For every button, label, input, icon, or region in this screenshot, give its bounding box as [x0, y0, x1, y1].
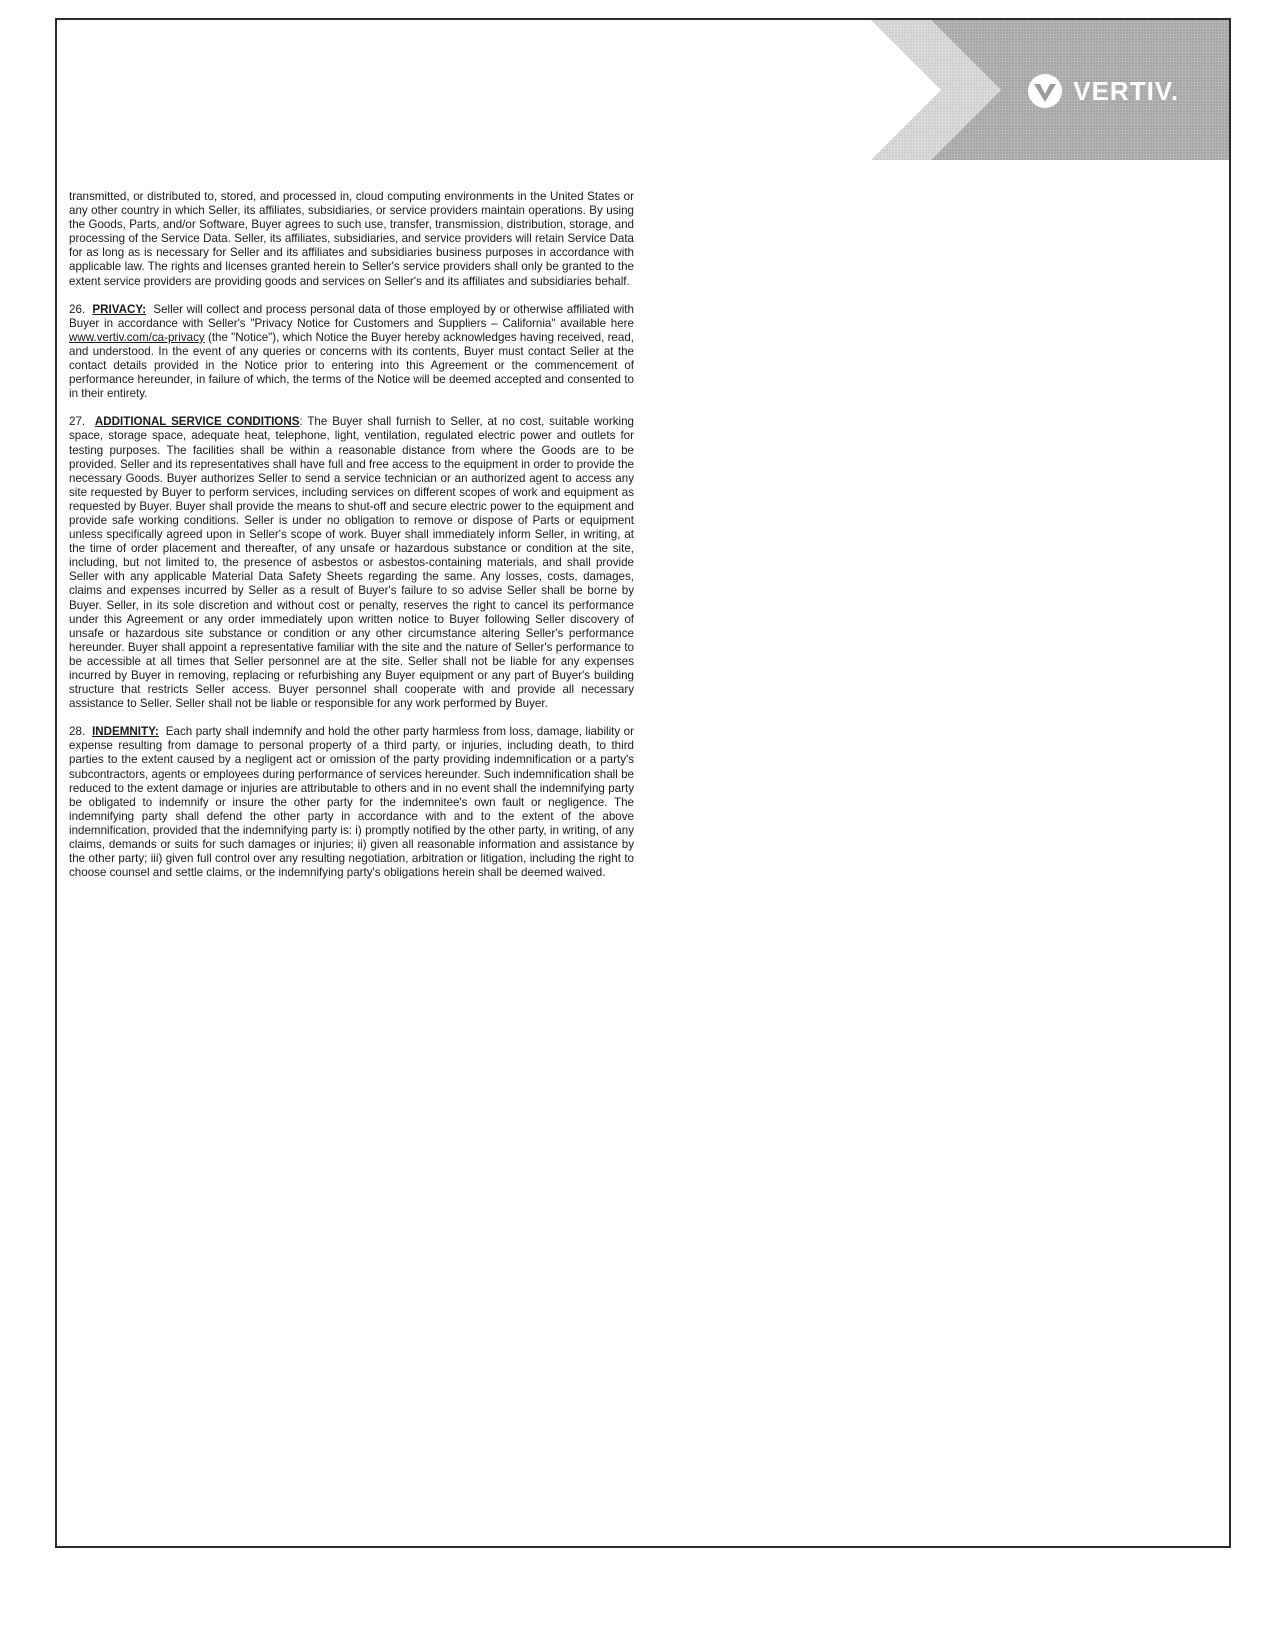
section-title: ADDITIONAL SERVICE CONDITIONS [94, 415, 300, 429]
section-number: 26. [69, 302, 86, 316]
section-text: Seller will collect and process personal data of those employed by or otherwise affiliated with Buyer in accordance with Seller's "Privacy Notice for Customers and Suppliers – California" available here [69, 302, 634, 330]
document-page [55, 18, 1231, 1548]
section-title: INDEMNITY: [92, 725, 159, 739]
header-banner [871, 20, 1229, 160]
terms-body [69, 190, 634, 894]
section-title: PRIVACY: [92, 302, 147, 316]
vertiv-logo-icon [1026, 72, 1064, 110]
privacy-notice-link[interactable]: www.vertiv.com/ca-privacy [69, 330, 205, 344]
section-text: : The Buyer shall furnish to Seller, at no cost, suitable working space, storage space, adequate heat, telephone, light, ventilation, regulated electric power and outlets for testing purposes. The facilities shall be within a reasonable distance from where the Goods are to be provided. Seller and its representatives shall have full and free access to the equipment in order to provide the necessary Goods. Buyer authorizes Seller to send a service technician or an authorized agent to access any site requested by Buyer to perform services, including services on different scopes of work and equipment as requested by Buyer. Buyer shall provide the means to shut-off and secure electric power to the equipment and provide safe working conditions. Seller is under no obligation to remove or dispose of Parts or equipment unless specifically agreed upon in Seller's scope of work. Buyer shall immediately inform Seller, in writing, at the time of order placement and thereafter, of any unsafe or hazardous substance or condition at the site, including, but not limited to, the presence of asbestos or asbestos-containing materials, and shall provide Seller with any applicable Material Data Safety Sheets regarding the same. Any losses, costs, damages, claims and expenses incurred by Seller as a result of Buyer's failure to so advise Seller shall be borne by Buyer. Seller, in its sole discretion and without cost or penalty, reserves the right to cancel its performance under this Agreement or any order immediately upon written notice to Buyer following Seller discovery of unsafe or hazardous site substance or condition or any other circumstance altering Seller's performance hereunder. Buyer shall appoint a representative familiar with the site and the nature of Seller's performance to be accessible at all times that Seller personnel are at the site. Seller shall not be liable for any expenses incurred by Buyer in removing, replacing or refurbishing any Buyer equipment or any part of Buyer's building structure that restricts Seller access. Buyer personnel shall cooperate with and provide all necessary assistance to Seller. Seller shall not be liable or responsible for any work performed by Buyer. [69, 415, 634, 711]
section-text: Each party shall indemnify and hold the other party harmless from loss, damage, liability or expense resulting from damage to personal property of a third party, or injuries, including death, to third parties to the extent caused by a negligent act or omission of the party providing indemnification or a party's subcontractors, agents or employees during performance of services hereunder. Such indemnification shall be reduced to the extent damage or injuries are attributable to others and in no event shall the indemnifying party be obligated to indemnify or insure the other party for the indemnitee's own fault or negligence. The indemnifying party shall defend the other party in accordance with and to the extent of the above indemnification, provided that the indemnifying party is: i) promptly notified by the other party, in writing, of any claims, demands or suits for such damages or injuries; ii) given all reasonable information and assistance by the other party; iii) given full control over any resulting negotiation, arbitration or litigation, including the right to choose counsel and settle claims, or the indemnifying party's obligations herein shall be deemed waived. [69, 725, 634, 880]
vertiv-logo-text: VERTIV. [1073, 76, 1179, 106]
section-25-continuation: transmitted, or distributed to, stored, and processed in, cloud computing environments in the United States or any other country in which Seller, its affiliates, subsidiaries, or service providers maintain operations. By using the Goods, Parts, and/or Software, Buyer agrees to such use, transfer, transmission, distribution, storage, and processing of the Service Data. Seller, its affiliates, subsidiaries, and service providers will retain Service Data for as long as is necessary for Seller and its affiliates and subsidiaries business purposes in accordance with applicable law. The rights and licenses granted herein to Seller's service providers shall only be granted to the extent service providers are providing goods and services on Seller's and its affiliates and subsidiaries behalf. [69, 190, 634, 288]
section-number: 28. [69, 725, 86, 739]
section-28-indemnity [69, 725, 634, 880]
section-26-privacy [69, 303, 634, 402]
section-text: (the "Notice"), which Notice the Buyer hereby acknowledges having received, read, and understood. In the event of any queries or concerns with its contents, Buyer must contact Seller at the contact details provided in the Notice prior to entering into this Agreement or the commencement of performance hereunder, in failure of which, the terms of the Notice will be deemed accepted and consented to in their entirety. [69, 330, 634, 401]
section-27-additional-service-conditions [69, 415, 634, 711]
section-number: 27. [69, 415, 86, 429]
